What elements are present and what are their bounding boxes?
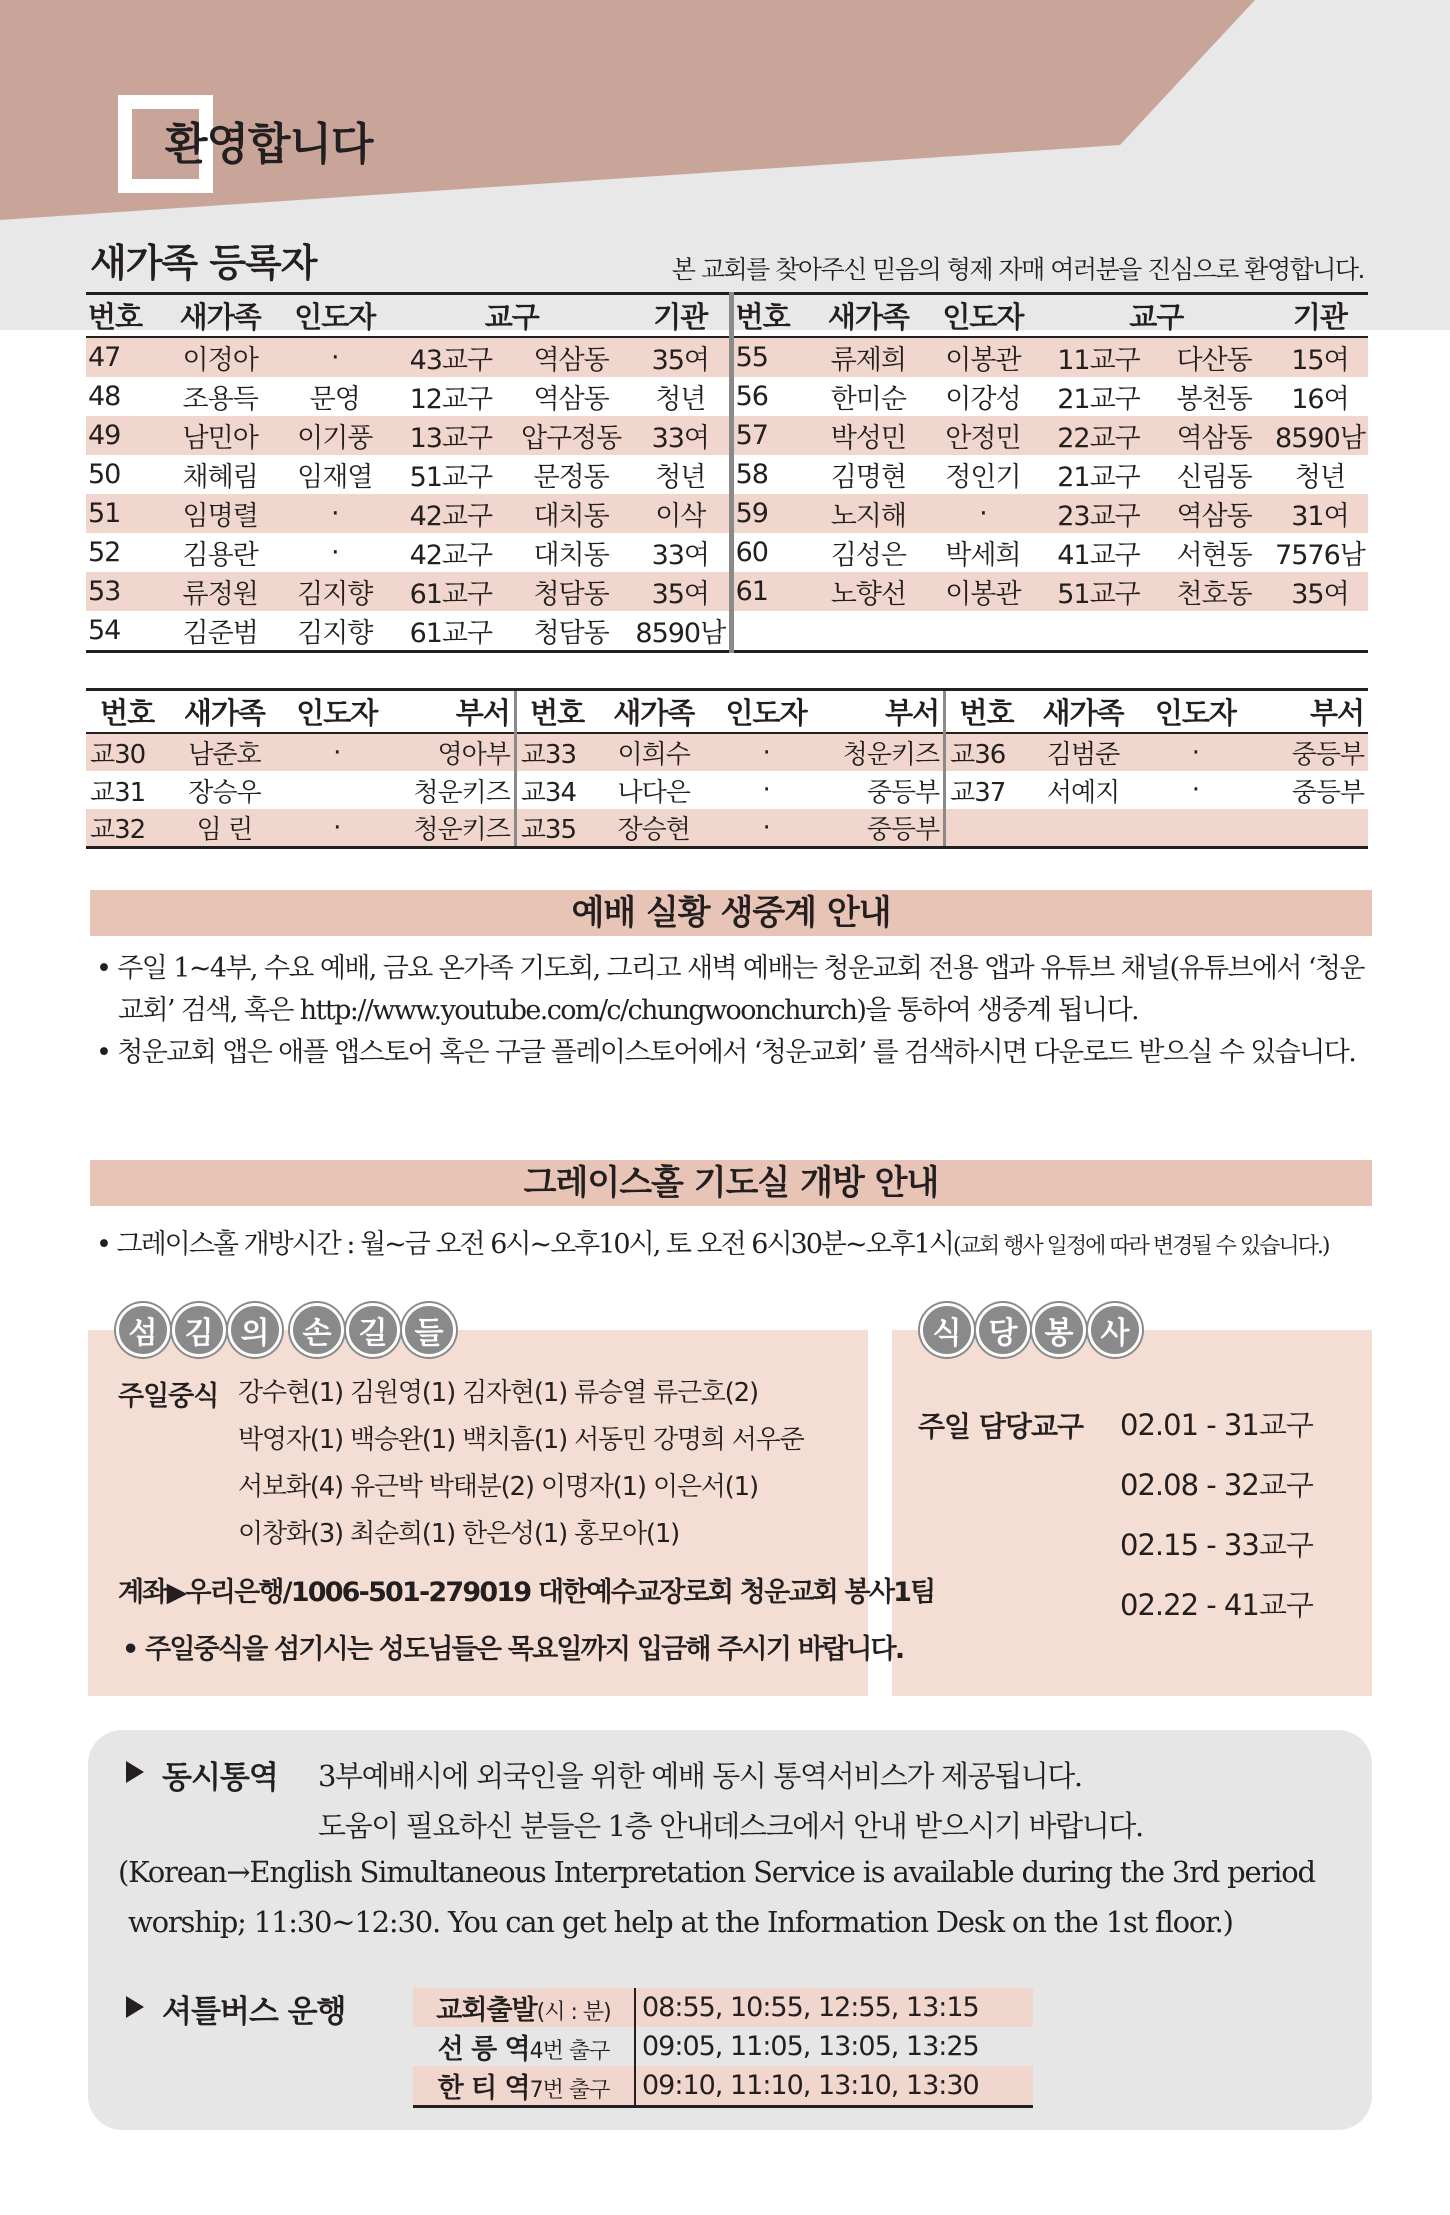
reg-guide: 김지향 [278,611,392,652]
reg-number: 57 [731,416,812,455]
col-header: 새가족 [598,690,710,734]
shuttle-label: 셔틀버스 운행 [162,1994,346,2030]
reg-name: 김성은 [830,540,906,571]
reg-guide: · [278,494,392,533]
col-header: 기관 [632,294,731,338]
reg-area: 봉천동 [1176,384,1252,415]
reg-district: 43교구 [392,337,511,377]
reg-name: 김준범 [162,611,278,652]
reg-name: 한미순 [830,384,906,415]
serving-names-line: 박영자(1) 백승완(1) 백치흠(1) 서동민 강명희 서우준 [238,1425,804,1455]
dept-guide: · [762,775,770,805]
col-header: 교구 [392,294,633,338]
reg-number: 55 [731,337,812,377]
col-header: 인도자 [710,690,822,734]
reg-area: 다산동 [1156,337,1272,377]
reg-guide: 임재열 [297,462,373,493]
reg-number: 58 [731,455,812,494]
serving-names-line: 서보화(4) 유근박 박태분(2) 이명자(1) 이은서(1) [238,1472,758,1502]
reg-number: 52 [88,537,121,568]
registrants-body [86,337,1368,652]
cafeteria-label: 주일 담당교구 [918,1410,1084,1443]
reg-area: 역삼동 [1156,494,1272,533]
shuttle-table [413,1988,1033,2108]
dept-name: 서예지 [1046,777,1120,808]
dept-department: 청운키즈 [822,733,944,771]
reg-group: 35여 [1272,572,1368,611]
reg-number: 60 [731,533,812,572]
col-header: 인도자 [281,690,393,734]
reg-guide: 이강성 [945,384,1021,415]
interpretation-line: 도움이 필요하신 분들은 1층 안내데스크에서 안내 받으시기 바랍니다. [318,1809,1143,1843]
reg-district: 61교구 [392,611,511,652]
dept-number: 교31 [90,777,146,808]
page-title: 환영합니다 [165,119,373,170]
table-row [86,771,1368,809]
reg-group: 7576남 [1275,540,1365,571]
station-name: 교회출발 [436,1995,537,2026]
table-row [413,1988,1033,2027]
dept-department: 중등부 [822,809,944,848]
reg-group: 8590남 [1272,416,1368,455]
prayer-room-note: (교회 행사 일정에 따라 변경될 수 있습니다.) [953,1234,1329,1259]
reg-group: 청년 [655,384,706,415]
dept-number: 교37 [945,771,1027,809]
registrants-header-row [86,294,1368,338]
col-header: 부서 [1252,690,1368,734]
reg-district: 13교구 [392,416,511,455]
reg-name: 조용득 [182,384,258,415]
badge-char: 손 [290,1303,344,1357]
reg-guide: 이기풍 [278,416,392,455]
registrants-title: 새가족 등록자 [90,241,317,285]
dept-guide: · [281,733,393,771]
col-header: 인도자 [278,294,392,338]
reg-district: 51교구 [409,462,493,493]
bank-account: 계좌▶우리은행/1006-501-279019 대한예수교장로회 청운교회 봉사1팀 [118,1577,935,1608]
reg-district: 61교구 [392,572,511,611]
deposit-note: • 주일중식을 섬기시는 성도님들은 목요일까지 입금해 주시기 바랍니다. [122,1634,904,1665]
cafeteria-panel [892,1330,1372,1696]
reg-district: 42교구 [409,540,493,571]
reg-area: 천호동 [1156,572,1272,611]
dept-name: 나다은 [617,777,690,808]
reg-group: 16여 [1291,384,1349,415]
col-header: 번호 [86,294,162,338]
dept-name: 이희수 [598,733,710,771]
col-header: 인도자 [925,294,1041,338]
reg-number: 51 [86,494,162,533]
badge-char: 섬 [116,1303,170,1357]
reg-area: 역삼동 [533,384,609,415]
cafeteria-schedule-item: 02.01 - 31교구 [1120,1408,1313,1442]
badge-char: 길 [346,1303,400,1357]
livestream-item: • 청운교회 앱은 애플 앱스토어 혹은 구글 플레이스토어에서 ‘청운교회’ 를 검색하시면 다운로드 받으실 수 있습니다. [96,1037,1356,1068]
triangle-right-icon [126,1761,144,1783]
reg-district: 42교구 [392,494,511,533]
reg-guide: 이봉관 [925,572,1041,611]
reg-district: 21교구 [1057,384,1140,415]
table-row [86,337,1368,377]
interpretation-line: 3부예배시에 외국인을 위한 예배 동시 통역서비스가 제공됩니다. [318,1759,1082,1793]
dept-guide [281,771,393,809]
reg-group: 33여 [632,416,731,455]
reg-number: 59 [731,494,812,533]
station-name: 한 티 역 [437,2073,530,2104]
reg-group: 이삭 [632,494,731,533]
station-exit: 7번 출구 [529,2078,610,2103]
reg-name: 채혜림 [182,462,258,493]
reg-name: 이정아 [162,337,278,377]
dept-number: 교32 [86,809,168,848]
table-row [86,494,1368,533]
reg-number: 61 [731,572,812,611]
reg-guide: 문영 [309,384,360,415]
reg-group: 35여 [632,337,731,377]
livestream-notice [96,948,1366,1074]
reg-area [1156,611,1272,652]
dept-number [945,809,1027,848]
prayer-room-title: 그레이스홀 기도실 개방 안내 [90,1160,1372,1206]
col-header: 번호 [731,294,812,338]
cafeteria-schedule-item: 02.22 - 41교구 [1120,1588,1313,1622]
col-header: 기관 [1272,294,1368,338]
col-header: 인도자 [1139,690,1251,734]
dept-guide [1139,809,1251,848]
reg-area: 청담동 [510,572,632,611]
reg-number: 50 [88,459,121,490]
reg-guide: 정인기 [945,462,1021,493]
reg-number: 56 [731,377,812,416]
table-row [86,733,1368,771]
col-header: 번호 [86,690,168,734]
reg-name: 노지해 [812,494,926,533]
dept-guide: · [281,809,393,848]
badge-char: 의 [228,1303,282,1357]
dept-department: 청운키즈 [413,777,510,808]
dept-number: 교35 [515,809,597,848]
reg-group: 31여 [1272,494,1368,533]
dept-department: 영아부 [393,733,515,771]
serving-names-line: 이창화(3) 최순희(1) 한은성(1) 홍모아(1) [238,1519,680,1549]
reg-district: 22교구 [1041,416,1157,455]
serving-label: 주일중식 [118,1381,219,1412]
department-table [86,688,1368,849]
reg-name: 류제희 [812,337,926,377]
shuttle-station [413,2066,635,2107]
dept-name: 김범준 [1027,733,1139,771]
reg-guide: 박세희 [945,540,1021,571]
table-row [86,809,1368,848]
dept-department: 중등부 [1291,777,1364,808]
reg-number [731,611,812,652]
dept-guide: · [1191,775,1200,805]
reg-number: 47 [86,337,162,377]
reg-district: 23교구 [1041,494,1157,533]
reg-district [1041,611,1157,652]
interpretation-english: worship; 11:30~12:30. You can get help at the Information Desk on the 1st floor.) [128,1905,1233,1939]
reg-guide: · [330,537,339,568]
reg-name: 류정원 [162,572,278,611]
department-body [86,733,1368,848]
reg-guide: 안정민 [925,416,1041,455]
registrants-table [86,292,1368,653]
shuttle-times: 08:55, 10:55, 12:55, 13:15 [635,1988,1033,2027]
serving-names-line: 강수현(1) 김원영(1) 김자현(1) 류승열 류근호(2) [238,1378,758,1408]
interpretation-english: (Korean→English Simultaneous Interpretation Service is available during the 3rd period [118,1855,1315,1889]
cafeteria-schedule-item: 02.15 - 33교구 [1120,1528,1313,1562]
badge-char: 당 [976,1303,1030,1357]
reg-guide: · [278,337,392,377]
dept-department [1252,809,1368,848]
reg-district: 11교구 [1041,337,1157,377]
station-exit: (시 : 분) [536,2000,611,2025]
reg-district: 51교구 [1041,572,1157,611]
reg-number: 53 [86,572,162,611]
reg-group: 8590남 [632,611,731,652]
reg-area: 문정동 [533,462,609,493]
reg-district: 41교구 [1057,540,1140,571]
table-row [86,416,1368,455]
reg-name: 노향선 [812,572,926,611]
reg-name: 임명렬 [162,494,278,533]
reg-district: 21교구 [1057,462,1140,493]
reg-guide: · [925,494,1041,533]
shuttle-station [413,2027,635,2066]
cafeteria-badge [920,1303,1142,1357]
serving-badge [116,1303,456,1357]
interpretation-label: 동시통역 [162,1760,278,1796]
registrants-subtitle: 본 교회를 찾아주신 믿음의 형제 자매 여러분을 진심으로 환영합니다. [671,255,1364,284]
reg-name [812,611,926,652]
table-row [413,2027,1033,2066]
reg-group [1272,611,1368,652]
dept-name: 장승우 [188,777,261,808]
reg-name: 남민아 [162,416,278,455]
reg-area: 대치동 [510,494,632,533]
prayer-room-hours: • 그레이스홀 개방시간 : 월~금 오전 6시~오후10시, 토 오전 6시30분~오후1시 [96,1229,954,1260]
badge-char: 들 [402,1303,456,1357]
reg-name: 김명현 [830,462,906,493]
col-header: 부서 [393,690,515,734]
dept-guide: · [1139,733,1251,771]
badge-char: 김 [172,1303,226,1357]
dept-name: 남준호 [168,733,280,771]
col-header: 부서 [822,690,944,734]
reg-group: 청년 [655,462,706,493]
table-row [86,611,1368,652]
dept-guide: · [710,809,822,848]
reg-area: 신림동 [1176,462,1252,493]
dept-department: 중등부 [866,777,940,808]
reg-guide [925,611,1041,652]
reg-area: 압구정동 [510,416,632,455]
table-row [86,533,1368,572]
col-header: 번호 [945,690,1027,734]
reg-name: 박성민 [812,416,926,455]
reg-guide: 김지향 [278,572,392,611]
badge-char: 봉 [1032,1303,1086,1357]
reg-group: 35여 [632,572,731,611]
triangle-right-icon [126,1996,144,2018]
dept-guide: · [710,733,822,771]
reg-group: 33여 [651,540,710,571]
reg-district: 12교구 [409,384,493,415]
reg-area: 역삼동 [1156,416,1272,455]
dept-name [1027,809,1139,848]
reg-group: 청년 [1294,462,1346,493]
dept-name: 장승현 [598,809,710,848]
dept-number: 교34 [515,771,597,809]
shuttle-times: 09:05, 11:05, 13:05, 13:25 [642,2031,979,2062]
col-header: 새가족 [812,294,926,338]
reg-area: 서현동 [1176,540,1252,571]
reg-number: 48 [88,381,121,412]
cafeteria-schedule-item: 02.08 - 32교구 [1120,1468,1313,1502]
department-header-row [86,690,1368,734]
shuttle-body [413,1988,1033,2107]
reg-number: 54 [86,611,162,652]
dept-department: 중등부 [1252,733,1368,771]
table-row [86,455,1368,494]
dept-number: 교36 [945,733,1027,771]
badge-char: 사 [1088,1303,1142,1357]
livestream-item: • 주일 1~4부, 수요 예배, 금요 온가족 기도회, 그리고 새벽 예배는 청운교회 전용 앱과 유튜브 채널(유튜브에서 ‘청운교회’ 검색, 혹은 http://www.youtube.com/c/chungwoonchurch)을 통하여 생중계 됩니다. [96,953,1364,1026]
shuttle-times: 09:10, 11:10, 13:10, 13:30 [635,2066,1033,2107]
dept-number: 교30 [86,733,168,771]
col-header: 번호 [515,690,597,734]
dept-number: 교33 [515,733,597,771]
dept-name: 임 린 [168,809,280,848]
dept-department: 청운키즈 [393,809,515,848]
reg-guide: 이봉관 [925,337,1041,377]
livestream-title: 예배 실황 생중계 안내 [90,890,1372,936]
col-header: 새가족 [1027,690,1139,734]
reg-name: 김용란 [182,540,258,571]
reg-area: 대치동 [533,540,609,571]
reg-area: 청담동 [510,611,632,652]
table-row [86,377,1368,416]
reg-number: 49 [86,416,162,455]
col-header: 새가족 [162,294,278,338]
prayer-room-notice [96,1224,1366,1268]
col-header: 교구 [1041,294,1272,338]
table-row [413,2066,1033,2107]
table-row [86,572,1368,611]
station-name: 선 릉 역 [437,2034,530,2065]
col-header: 새가족 [168,690,280,734]
reg-group: 15여 [1272,337,1368,377]
shuttle-station [413,1988,635,2027]
badge-char: 식 [920,1303,974,1357]
reg-area: 역삼동 [510,337,632,377]
station-exit: 4번 출구 [529,2039,610,2064]
